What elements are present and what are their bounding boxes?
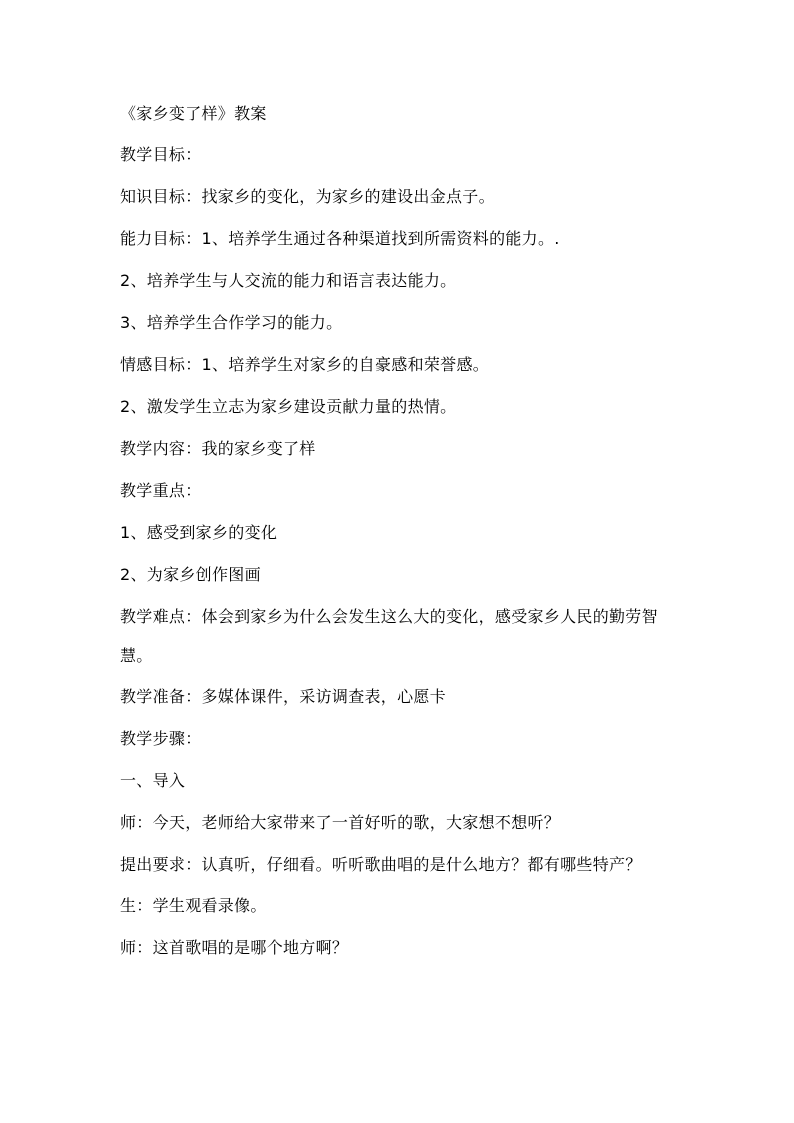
paragraph-requirement: 提出要求：认真听，仔细看。听听歌曲唱的是什么地方？都有哪些特产？	[120, 855, 642, 874]
paragraph-step-intro: 一、导入	[120, 771, 186, 790]
paragraph-ability-goal-3: 3、培养学生合作学习的能力。	[120, 313, 343, 332]
paragraph-steps: 教学步骤：	[120, 729, 202, 748]
paragraph-teaching-goals: 教学目标：	[120, 145, 202, 164]
paragraph-preparation: 教学准备：多媒体课件，采访调查表，心愿卡	[120, 687, 447, 706]
paragraph-ability-goal-1: 能力目标：1、培养学生通过各种渠道找到所需资料的能力。.	[120, 229, 560, 248]
paragraph-teacher-2: 师：这首歌唱的是哪个地方啊？	[120, 938, 349, 957]
paragraph-key-point-1: 1、感受到家乡的变化	[120, 523, 278, 542]
paragraph-emotion-goal-1: 情感目标：1、培养学生对家乡的自豪感和荣誉感。	[120, 355, 490, 374]
paragraph-teaching-content: 教学内容：我的家乡变了样	[120, 439, 316, 458]
paragraph-emotion-goal-2: 2、激发学生立志为家乡建设贡献力量的热情。	[120, 397, 457, 416]
paragraph-knowledge-goal: 知识目标：找家乡的变化，为家乡的建设出金点子。	[120, 187, 495, 206]
paragraph-teacher-1: 师：今天，老师给大家带来了一首好听的歌，大家想不想听？	[120, 813, 561, 832]
paragraph-key-point-2: 2、为家乡创作图画	[120, 565, 261, 584]
paragraph-difficulty: 教学难点：体会到家乡为什么会发生这么大的变化，感受家乡人民的勤劳智慧。	[120, 607, 658, 665]
document-body	[120, 103, 680, 979]
paragraph-ability-goal-2: 2、培养学生与人交流的能力和语言表达能力。	[120, 271, 457, 290]
paragraph-key-points: 教学重点：	[120, 481, 202, 500]
paragraph-student: 生：学生观看录像。	[120, 896, 267, 915]
document-title: 《家乡变了样》教案	[120, 104, 267, 123]
